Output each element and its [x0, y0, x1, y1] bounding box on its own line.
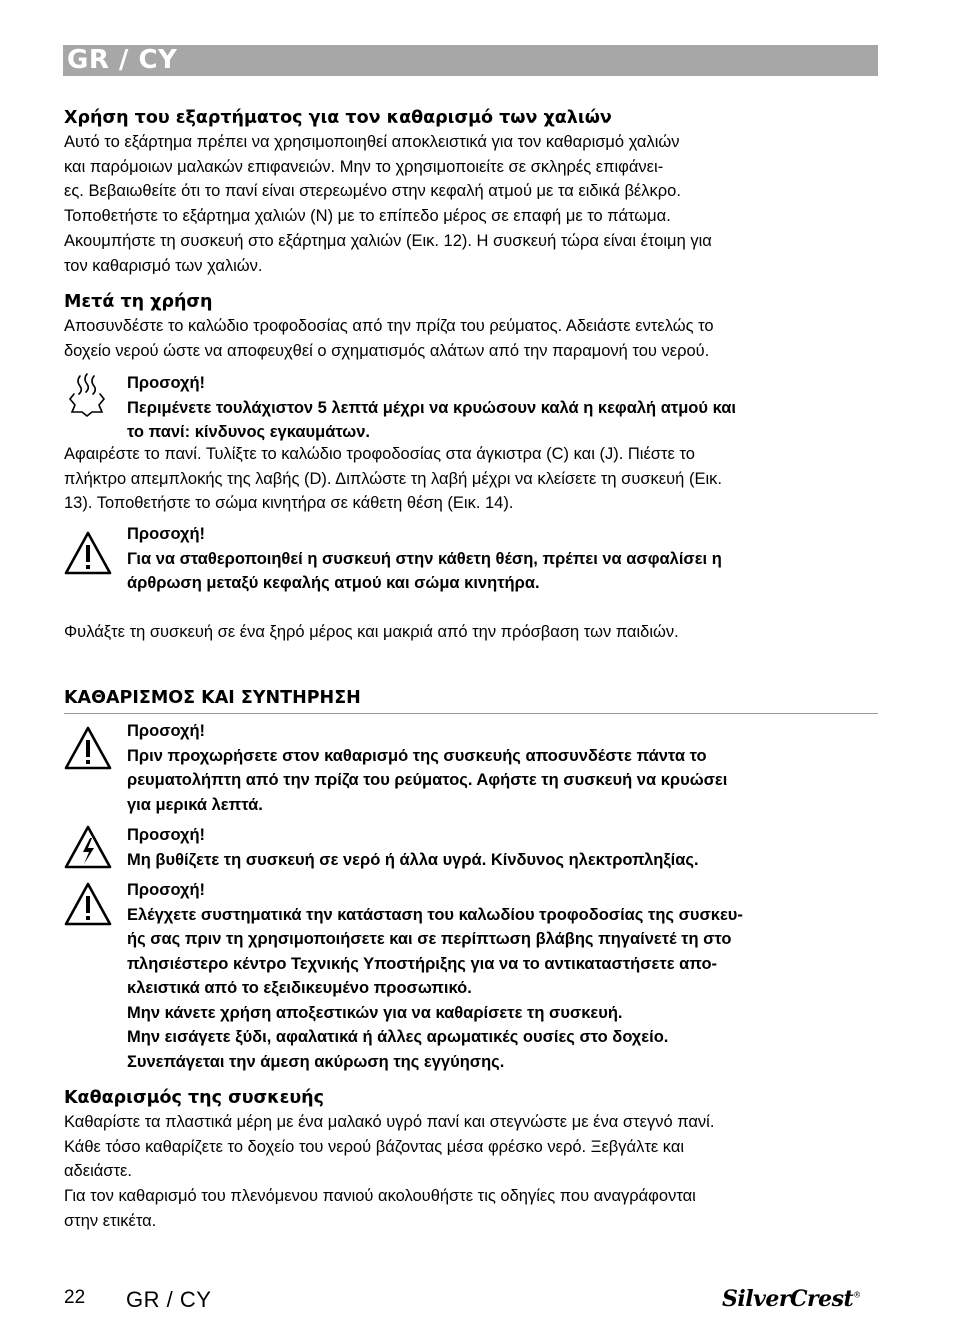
text-line: ες. Βεβαιωθείτε ότι το πανί είναι στερεωμένο στην κεφαλή ατμού με τα ειδικά βέλκρο. — [64, 182, 681, 201]
warning-line: το πανί: κίνδυνος εγκαυμάτων. — [127, 423, 370, 441]
warning-line: άρθρωση μεταξύ κεφαλής ατμού και σώμα κινητήρα. — [127, 574, 540, 592]
device-cleaning-section — [64, 1086, 878, 1234]
carpet-attachment-section — [64, 106, 878, 278]
warning-line: ρευματολήπτη από την πρίζα του ρεύματος. Αφήστε τη συσκευή να κρυώσει — [127, 771, 728, 789]
after-use-heading: Μετά τη χρήση — [64, 292, 213, 312]
storage-text: Φυλάξτε τη συσκευή σε ένα ξηρό μέρος και μακριά από την πρόσβαση των παιδιών. — [64, 623, 679, 641]
warning-title: Προσοχή! — [127, 525, 206, 543]
language-header-title: GR / CY — [67, 45, 178, 75]
text-line: Αφαιρέστε το πανί. Τυλίξτε το καλώδιο τροφοδοσίας στα άγκιστρα (C) και (J). Πιέστε το — [64, 445, 695, 463]
language-header-bar — [63, 45, 878, 76]
text-line: και παρόμοιων μαλακών επιφανειών. Μην το χρησιμοποιείτε σε σκληρές επιφάνει- — [64, 157, 664, 176]
cable-warning — [127, 878, 878, 1074]
after-use-text — [64, 314, 878, 363]
text-line: τον καθαρισμό των χαλιών. — [64, 256, 263, 275]
cleaning-maintenance-title: ΚΑΘΑΡΙΣΜΟΣ ΚΑΙ ΣΥΝΤΗΡΗΣΗ — [64, 686, 878, 714]
brand-logo — [722, 1286, 861, 1312]
unplug-warning — [127, 719, 878, 817]
warning-triangle-icon — [63, 725, 113, 771]
text-line: Καθαρίστε τα πλαστικά μέρη με ένα μαλακό υγρό πανί και στεγνώστε με ένα στεγνό πανί. — [64, 1113, 715, 1131]
warning-line: ής σας πριν τη χρησιμοποιήσετε και σε περίπτωση βλάβης πηγαίνετέ τη στο — [127, 930, 732, 948]
warning-line: Ελέγχετε συστηματικά την κατάσταση του καλωδίου τροφοδοσίας της συσκευ- — [127, 905, 743, 924]
warning-triangle-icon — [63, 530, 113, 576]
warning-line: Μην κάνετε χρήση αποξεστικών για να καθαρίσετε τη συσκευή. — [127, 1003, 623, 1022]
text-line: Τοποθετήστε το εξάρτημα χαλιών (N) με το επίπεδο μέρος σε επαφή με το πάτωμα. — [64, 207, 671, 226]
carpet-attachment-heading: Χρήση του εξαρτήματος για τον καθαρισμό των χαλιών — [64, 108, 612, 128]
lock-warning — [127, 522, 878, 596]
warning-line: πλησιέστερο κέντρο Τεχνικής Υποστήριξης για να το αντικαταστήσετε απο- — [127, 954, 718, 973]
warning-line: Συνεπάγεται την άμεση ακύρωση της εγγύησης. — [127, 1052, 505, 1071]
warning-line: Μη βυθίζετε τη συσκευή σε νερό ή άλλα υγρά. Κίνδυνος ηλεκτροπληξίας. — [127, 850, 699, 869]
text-line: Κάθε τόσο καθαρίζετε το δοχείο του νερού βάζοντας μέσα φρέσκο νερό. Ξεβγάλτε και — [64, 1137, 685, 1156]
text-line: Αυτό το εξάρτημα πρέπει να χρησιμοποιηθεί αποκλειστικά για τον καθαρισμό χαλιών — [64, 133, 680, 151]
warning-line: Περιμένετε τουλάχιστον 5 λεπτά μέχρι να κρυώσουν καλά η κεφαλή ατμού και — [127, 398, 736, 417]
warning-triangle-icon — [63, 881, 113, 927]
warning-line: Πριν προχωρήσετε στον καθαρισμό της συσκευής αποσυνδέστε πάντα το — [127, 746, 707, 765]
text-line: στην ετικέτα. — [64, 1211, 157, 1230]
text-line: πλήκτρο απεμπλοκής της λαβής (D). Διπλώστε τη λαβή μέχρι να κλείσετε τη συσκευή (Εικ. — [64, 469, 722, 488]
text-line: αδειάστε. — [64, 1162, 132, 1181]
text-line: Ακουμπήστε τη συσκευή στο εξάρτημα χαλιών (Εικ. 12). Η συσκευή τώρα είναι έτοιμη για — [64, 231, 712, 250]
text-line: Αποσυνδέστε το καλώδιο τροφοδοσίας από την πρίζα του ρεύματος. Αδειάστε εντελώς το — [64, 317, 714, 335]
brand-name: SilverCrest — [722, 1286, 854, 1312]
shock-warning — [127, 823, 878, 872]
warning-title: Προσοχή! — [127, 881, 206, 899]
electric-shock-icon — [63, 824, 113, 870]
hot-surface-icon — [64, 372, 110, 418]
after-use-section — [64, 290, 878, 363]
registered-mark: ® — [853, 1290, 861, 1300]
device-cleaning-text — [64, 1110, 878, 1234]
warning-line: για μερικά λεπτά. — [127, 795, 263, 814]
page-number: 22 — [64, 1287, 86, 1308]
warning-title: Προσοχή! — [127, 374, 206, 392]
warning-line: Μην εισάγετε ξύδι, αφαλατικά ή άλλες αρωματικές ουσίες στο δοχείο. — [127, 1028, 669, 1046]
footer-language: GR / CY — [126, 1287, 212, 1312]
text-line: Για τον καθαρισμό του πλενόμενου πανιού ακολουθήστε τις οδηγίες που αναγράφονται — [64, 1187, 696, 1206]
warning-title: Προσοχή! — [127, 826, 206, 844]
device-cleaning-heading: Καθαρισμός της συσκευής — [64, 1088, 324, 1108]
text-line: 13). Τοποθετήστε το σώμα κινητήρα σε κάθετη θέση (Εικ. 14). — [64, 494, 514, 513]
warning-title: Προσοχή! — [127, 722, 206, 740]
warning-line: Για να σταθεροποιηθεί η συσκευή στην κάθετη θέση, πρέπει να ασφαλίσει η — [127, 549, 722, 568]
carpet-attachment-text — [64, 130, 878, 278]
text-line: δοχείο νερού ώστε να αποφευχθεί ο σχηματισμός αλάτων από την παραμονή του νερού. — [64, 341, 710, 360]
warning-line: κλειστικά από το εξειδικευμένο προσωπικό. — [127, 979, 472, 997]
hot-warning — [127, 371, 878, 445]
after-use-steps — [64, 442, 878, 516]
